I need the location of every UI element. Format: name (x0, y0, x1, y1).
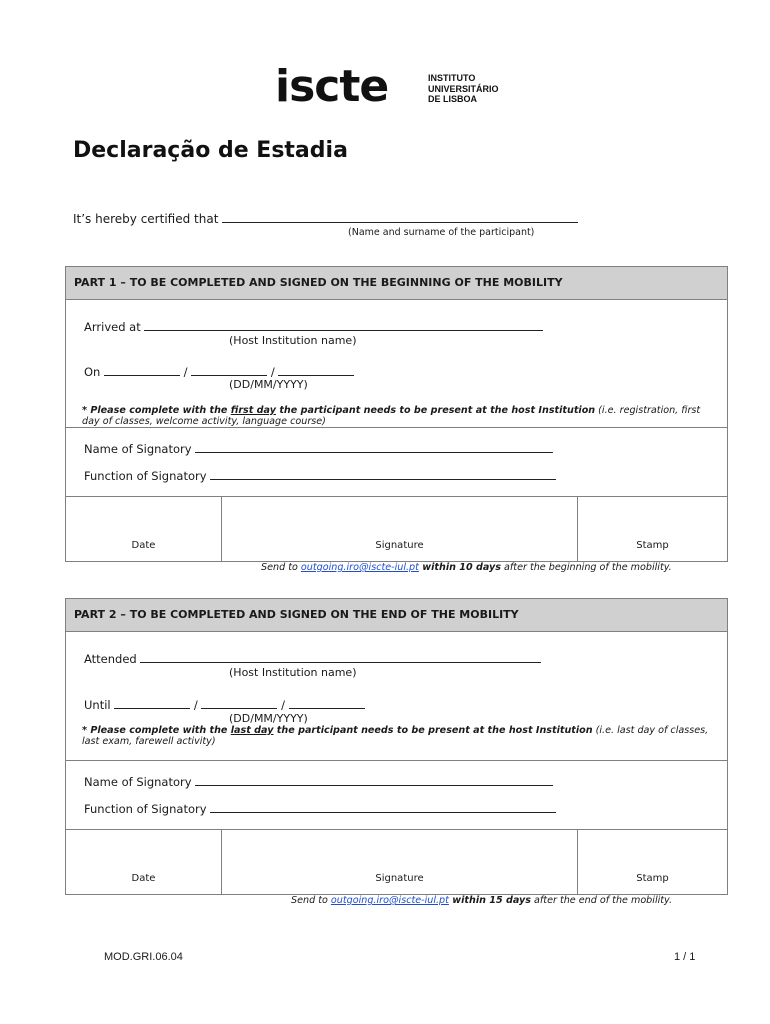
note-prefix: * Please complete with the (82, 725, 231, 736)
signatory-name-label: Name of Signatory (84, 775, 192, 789)
signatory-name-row (84, 775, 553, 789)
date-cell[interactable] (66, 830, 222, 894)
host-institution-field[interactable] (144, 320, 543, 331)
participant-name-hint: (Name and surname of the participant) (348, 227, 535, 238)
form-code: MOD.GRI.06.04 (104, 951, 183, 963)
signatory-function-label: Function of Signatory (84, 802, 207, 816)
send-email-link[interactable]: outgoing.iro@iscte-iul.pt (330, 895, 449, 906)
part-1-section (65, 266, 728, 562)
note-emphasis: last day (230, 725, 274, 736)
signatory-function-row (84, 469, 556, 483)
note-examples: (i.e. registration, first day of classes, welcome activity, language course) (82, 405, 701, 427)
signatory-function-field[interactable] (210, 469, 556, 480)
signatory-name-field[interactable] (195, 775, 553, 786)
attended-label: Attended (84, 652, 137, 666)
stamp-label: Stamp (636, 873, 669, 884)
arrival-year-field[interactable] (278, 365, 354, 376)
signature-cell[interactable] (222, 497, 578, 561)
logo-line-2: UNIVERSITÁRIO (428, 83, 499, 94)
note-prefix: * Please complete with the (82, 405, 231, 416)
stamp-cell[interactable] (578, 830, 727, 894)
arrival-day-field[interactable] (104, 365, 180, 376)
signatory-function-row (84, 802, 556, 816)
part-1-details (66, 300, 727, 428)
last-day-note (82, 725, 719, 747)
host-institution-hint: (Host Institution name) (229, 334, 357, 347)
logo-institution-text (428, 73, 499, 105)
signature-label: Signature (375, 873, 424, 884)
signatory-name-row (84, 442, 553, 456)
logo-line-3: DE LISBOA (428, 94, 478, 104)
note-middle: the participant needs to be present at the host Institution (276, 405, 596, 416)
end-year-field[interactable] (289, 698, 365, 709)
certification-line (73, 212, 578, 226)
date-separator: / (193, 698, 198, 712)
end-day-field[interactable] (114, 698, 190, 709)
send-suffix: after the beginning of the mobility. (501, 562, 672, 573)
date-format-hint: (DD/MM/YYYY) (229, 712, 308, 725)
participant-name-field[interactable] (222, 212, 578, 223)
part-2-section (65, 598, 728, 895)
send-prefix: Send to (291, 895, 331, 906)
send-deadline: within 15 days (448, 895, 531, 906)
arrival-date-row (84, 365, 354, 379)
part-2-header: PART 2 – TO BE COMPLETED AND SIGNED ON THE END OF THE MOBILITY (66, 599, 727, 632)
stamp-label: Stamp (636, 540, 669, 551)
logo-line-1: INSTITUTO (428, 73, 476, 83)
stamp-cell[interactable] (578, 497, 727, 561)
end-date-row (84, 698, 365, 712)
signatory-function-label: Function of Signatory (84, 469, 207, 483)
date-format-hint: (DD/MM/YYYY) (229, 378, 308, 391)
signatory-function-field[interactable] (210, 802, 556, 813)
page-number: 1 / 1 (674, 951, 696, 963)
part-2-details (66, 632, 727, 761)
host-institution-hint: (Host Institution name) (229, 666, 357, 679)
part-1-send-instructions (261, 562, 672, 573)
part-1-signature-table (66, 497, 727, 561)
end-month-field[interactable] (201, 698, 277, 709)
send-deadline: within 10 days (418, 562, 501, 573)
part-1-signatory (66, 428, 727, 497)
attended-row (84, 652, 541, 666)
arrived-at-label: Arrived at (84, 320, 141, 334)
part-2-send-instructions (291, 895, 672, 906)
date-separator: / (270, 365, 275, 379)
part-2-signature-table (66, 830, 727, 894)
date-separator: / (183, 365, 188, 379)
page-title: Declaração de Estadia (73, 138, 348, 163)
signature-cell[interactable] (222, 830, 578, 894)
part-2-signatory (66, 761, 727, 830)
date-separator: / (281, 698, 285, 712)
note-middle: the participant needs to be present at the host Institution (273, 725, 593, 736)
arrival-month-field[interactable] (191, 365, 267, 376)
date-label: Date (131, 873, 156, 884)
send-prefix: Send to (261, 562, 301, 573)
on-label: On (84, 365, 101, 379)
until-label: Until (84, 698, 111, 712)
certification-text: It’s hereby certified that (73, 212, 219, 226)
note-examples: (i.e. last day of classes, last exam, farewell activity) (82, 725, 709, 747)
signature-label: Signature (375, 540, 424, 551)
date-cell[interactable] (66, 497, 222, 561)
first-day-note (82, 405, 719, 427)
send-email-link[interactable]: outgoing.iro@iscte-iul.pt (300, 562, 419, 573)
arrived-at-row (84, 320, 543, 334)
iscte-logo: iscte (275, 61, 389, 112)
part-1-header: PART 1 – TO BE COMPLETED AND SIGNED ON THE BEGINNING OF THE MOBILITY (66, 267, 727, 300)
signatory-name-field[interactable] (195, 442, 553, 453)
signatory-name-label: Name of Signatory (84, 442, 192, 456)
host-institution-field[interactable] (140, 652, 541, 663)
send-suffix: after the end of the mobility. (531, 895, 673, 906)
note-emphasis: first day (230, 405, 276, 416)
date-label: Date (131, 540, 156, 551)
